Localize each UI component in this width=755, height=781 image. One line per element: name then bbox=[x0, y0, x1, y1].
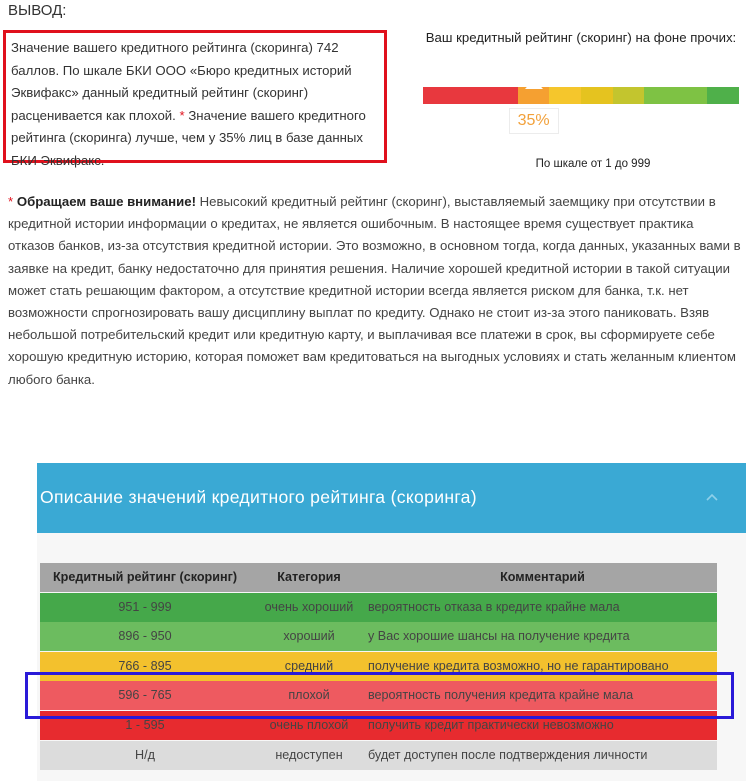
row-rating: 951 - 999 bbox=[118, 600, 172, 614]
attention-star: * bbox=[8, 194, 14, 209]
attention-notice bbox=[8, 191, 743, 391]
header-category: Категория bbox=[277, 570, 341, 584]
row-category: плохой bbox=[288, 688, 330, 702]
attention-text: Невысокий кредитный рейтинг (скоринг), выставляемый заемщику при отсутствии в кредитной истории информации о кредитах, не является ошибочным. В настоящее время существует практика отказов банков, из-за отсутствия кредитной истории. Это возможно, в основном тогда, когда данных, указанных вами в заявке на кредит, банку недостаточно для принятия решения. Наличие хорошей кредитной истории в такой ситуации может стать решающим фактором, а отсутствие кредитной истории всегда является риском для банка, т.к. нет возможности спрогнозировать вашу дисциплину выплат по кредиту. Однако не стоит из-за этого паниковать. Взяв небольшой потребительский кредит или кредитную карту, и выплачивая все платежи в срок, вы сформируете себе хорошую кредитную историю, которая поможет вам кредитоваться на выгодных условиях и стать желанным клиентом любого банка. bbox=[8, 194, 741, 387]
gauge-segment bbox=[455, 87, 487, 104]
row-category: средний bbox=[284, 659, 334, 673]
gauge-segment bbox=[676, 87, 708, 104]
row-category: очень хороший bbox=[264, 600, 354, 614]
gauge-bar bbox=[423, 87, 739, 104]
summary-star: * bbox=[179, 107, 185, 123]
row-rating: 766 - 895 bbox=[118, 659, 172, 673]
chevron-up-icon[interactable] bbox=[704, 489, 720, 505]
gauge-title: Ваш кредитный рейтинг (скоринг) на фоне прочих: bbox=[425, 30, 737, 45]
conclusion-title: ВЫВОД: bbox=[8, 2, 67, 19]
row-rating: 596 - 765 bbox=[118, 688, 172, 702]
table-row bbox=[40, 681, 717, 710]
summary-text: Значение вашего кредитного рейтинга (скоринга) 742 баллов. По шкале БКИ ООО «Бюро кредитных историй Эквифакс» данный кредитный рейтинг (скоринг) расценивается как плохой. bbox=[11, 40, 352, 123]
gauge-segment bbox=[486, 87, 518, 104]
gauge-segment bbox=[581, 87, 613, 104]
gauge-segment bbox=[518, 87, 550, 104]
row-category: недоступен bbox=[275, 748, 343, 762]
row-category: очень плохой bbox=[269, 718, 349, 732]
table-row bbox=[40, 593, 717, 622]
row-rating: Н/д bbox=[135, 748, 155, 762]
header-comment: Комментарий bbox=[500, 570, 585, 584]
table-row bbox=[40, 711, 717, 740]
row-category: хороший bbox=[283, 629, 335, 643]
gauge-percent: 35% bbox=[509, 108, 559, 134]
gauge-segment bbox=[707, 87, 739, 104]
scoring-table bbox=[40, 563, 717, 781]
rating-gauge bbox=[423, 30, 739, 170]
scoring-panel-title: Описание значений кредитного рейтинга (скоринга) bbox=[40, 487, 477, 507]
row-rating: 1 - 595 bbox=[125, 718, 165, 732]
row-comment: у Вас хорошие шансы на получение кредита bbox=[368, 629, 630, 643]
row-comment: вероятность получения кредита крайне мала bbox=[368, 688, 634, 702]
row-comment: будет доступен после подтверждения личности bbox=[368, 748, 648, 762]
table-header-row bbox=[40, 563, 717, 592]
summary-box bbox=[3, 30, 387, 168]
attention-heading: Обращаем ваше внимание! bbox=[16, 194, 196, 209]
gauge-segment bbox=[423, 87, 455, 104]
row-comment: получить кредит практически невозможно bbox=[368, 718, 614, 732]
row-rating: 896 - 950 bbox=[118, 629, 172, 643]
scoring-panel-header[interactable] bbox=[37, 463, 746, 533]
gauge-segment bbox=[644, 87, 676, 104]
table-row bbox=[40, 741, 717, 770]
header-rating: Кредитный рейтинг (скоринг) bbox=[52, 570, 238, 584]
gauge-segment bbox=[613, 87, 645, 104]
row-comment: получение кредита возможно, но не гарантировано bbox=[368, 659, 669, 673]
row-comment: вероятность отказа в кредите крайне мала bbox=[368, 600, 620, 614]
gauge-marker bbox=[525, 79, 543, 89]
gauge-segment bbox=[549, 87, 581, 104]
gauge-scale-caption: По шкале от 1 до 999 bbox=[535, 158, 651, 170]
table-row bbox=[40, 652, 717, 681]
summary-text-continued: Значение вашего кредитного рейтинга (скоринга) лучше, чем у 35% лиц в базе данных БКИ Эквифакс. bbox=[11, 107, 366, 168]
table-row bbox=[40, 622, 717, 651]
